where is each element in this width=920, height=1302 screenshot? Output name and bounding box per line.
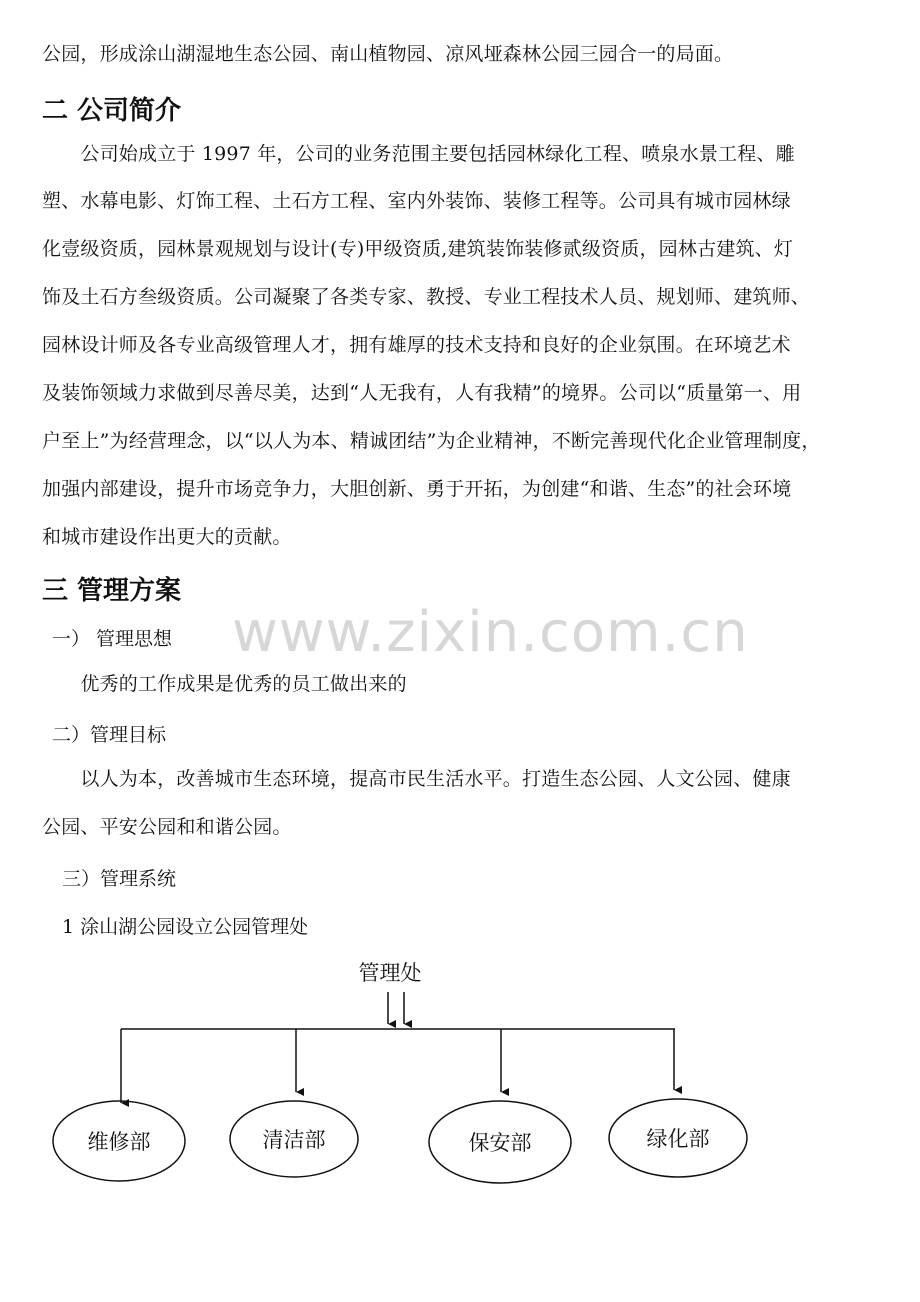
management-philosophy-text: 优秀的工作成果是优秀的员工做出来的 [42,673,407,695]
company-intro-line-5: 园林设计师及各专业高级管理人才，拥有雄厚的技术支持和良好的企业氛围。在环境艺术 [42,334,791,356]
company-intro-line-3: 化壹级资质，园林景观规划与设计(专)甲级资质,建筑装饰装修贰级资质，园林古建筑、灯 [42,238,794,260]
subheading-management-philosophy: 一） 管理思想 [52,628,173,650]
management-system-item-1: 1 涂山湖公园设立公园管理处 [62,916,309,938]
management-goals-line-2: 公园、平安公园和和谐公园。 [42,816,292,838]
management-goals-line-1: 以人为本，改善城市生态环境，提高市民生活水平。打造生态公园、人文公园、健康 [42,768,791,790]
watermark: www.zixin.com.cn [232,600,749,665]
company-intro-line-2: 塑、水幕电影、灯饰工程、土石方工程、室内外装饰、装修工程等。公司具有城市园林绿 [42,190,791,212]
section-heading-management-plan: 三 管理方案 [42,576,182,606]
org-children [53,1029,747,1183]
subheading-management-system: 三）管理系统 [62,868,177,890]
org-node-label-4: 绿化部 [646,1127,710,1151]
company-intro-line-4: 饰及土石方叁级资质。公司凝聚了各类专家、教授、专业工程技术人员、规划师、建筑师、 [42,286,811,308]
company-intro-line-9: 和城市建设作出更大的贡献。 [42,526,292,548]
company-intro-line-1: 公司始成立于 1997 年，公司的业务范围主要包括园林绿化工程、喷泉水景工程、雕 [42,143,795,165]
company-intro-line-6: 及装饰领域力求做到尽善尽美，达到“人无我有，人有我精”的境界。公司以“质量第一、用 [42,382,802,404]
section-heading-company-intro: 二 公司简介 [42,96,182,126]
subheading-management-goals: 二）管理目标 [52,724,167,746]
company-intro-line-7: 户至上”为经营理念，以“以人为本、精诚团结”为企业精神，不断完善现代化企业管理制度， [42,430,821,452]
org-node-label-3: 保安部 [468,1131,532,1155]
org-node-label-2: 清洁部 [262,1128,326,1152]
paragraph-continuation: 公园，形成涂山湖湿地生态公园、南山植物园、凉风垭森林公园三园合一的局面。 [42,43,734,65]
company-intro-line-8: 加强内部建设，提升市场竞争力，大胆创新、勇于开拓，为创建“和谐、生态”的社会环境 [42,478,792,500]
org-node-label-1: 维修部 [87,1130,151,1154]
org-root-label: 管理处 [358,961,422,985]
